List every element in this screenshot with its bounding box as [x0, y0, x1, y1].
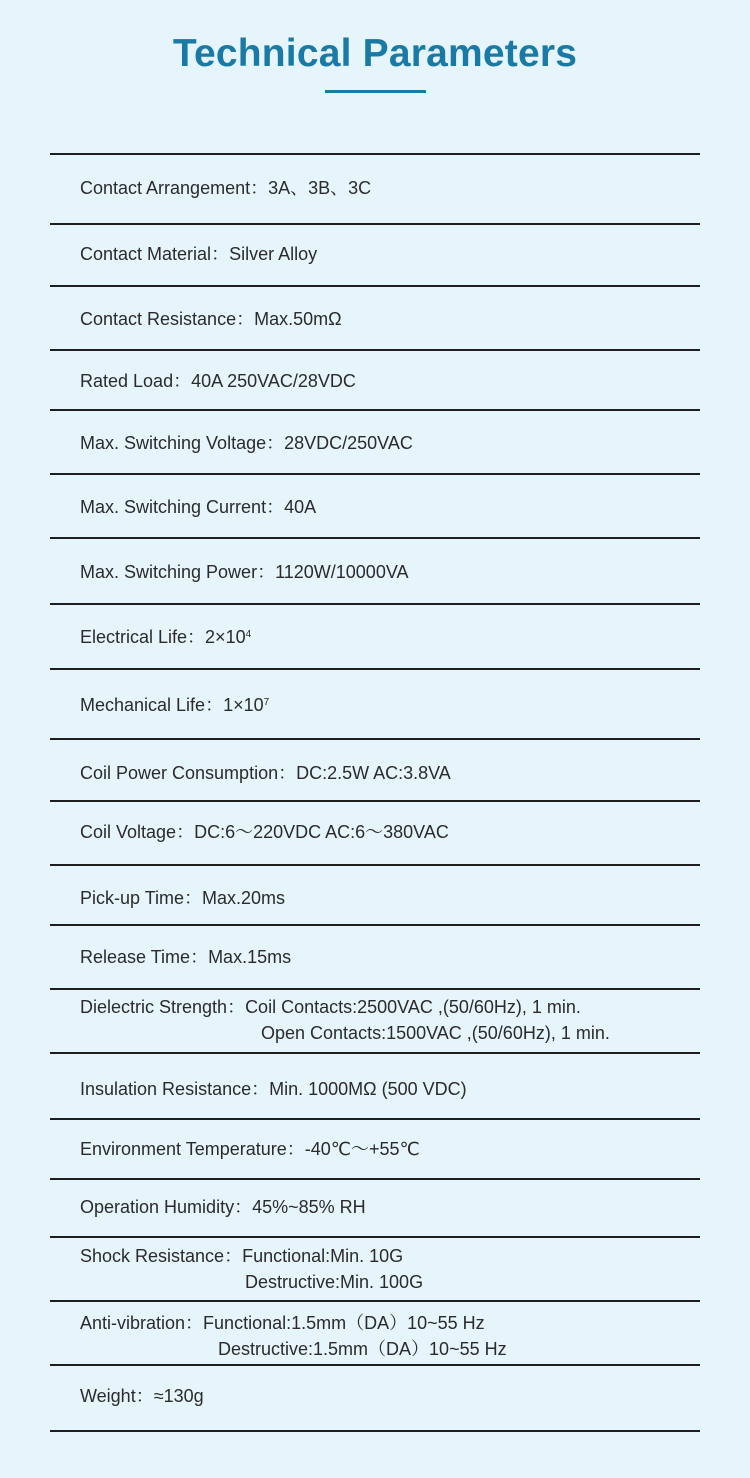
- param-exponent: 7: [263, 697, 270, 708]
- divider: [50, 1118, 700, 1120]
- param-separator: ：: [227, 997, 246, 1017]
- param-label: Coil Voltage: [80, 822, 177, 842]
- param-label: Environment Temperature: [80, 1139, 287, 1159]
- divider: [50, 223, 700, 225]
- divider: [50, 1364, 700, 1366]
- param-row-dielectric-strength: [80, 994, 581, 1020]
- param-label: Max. Switching Voltage: [80, 433, 267, 453]
- param-value: -40℃～+55℃: [304, 1139, 420, 1159]
- divider: [50, 285, 700, 287]
- divider: [50, 473, 700, 475]
- param-label: Max. Switching Power: [80, 562, 258, 582]
- param-value: DC:2.5W AC:3.8VA: [296, 763, 451, 783]
- param-row-environment-temperature: [80, 1136, 420, 1162]
- param-label: Operation Humidity: [80, 1197, 235, 1217]
- param-row-weight: [80, 1383, 204, 1409]
- title-underline: [325, 90, 426, 93]
- param-row-release-time: [80, 944, 291, 970]
- divider: [50, 924, 700, 926]
- param-separator: ：: [187, 627, 206, 647]
- param-value: ≈130g: [153, 1386, 204, 1406]
- param-separator: ：: [190, 947, 209, 967]
- param-separator: ：: [278, 763, 297, 783]
- param-separator: ：: [135, 1386, 154, 1406]
- param-value: Min. 1000MΩ (500 VDC): [269, 1079, 467, 1099]
- param-row-max-switching-current: [80, 494, 316, 520]
- param-row-anti-vibration: [80, 1310, 485, 1336]
- param-row-operation-humidity: [80, 1194, 366, 1220]
- param-row-contact-material: [80, 241, 317, 267]
- param-label: Dielectric Strength: [80, 997, 228, 1017]
- param-label: Weight: [80, 1386, 136, 1406]
- divider: [50, 603, 700, 605]
- param-separator: ：: [211, 244, 230, 264]
- param-row-mechanical-life: [80, 692, 269, 718]
- param-label: Rated Load: [80, 371, 174, 391]
- param-row-contact-arrangement: [80, 175, 371, 201]
- param-exponent: 4: [245, 629, 252, 640]
- param-separator: ：: [286, 1139, 305, 1159]
- param-row-max-switching-voltage: [80, 430, 413, 456]
- param-value-line2: Destructive:1.5mm（DA）10~55 Hz: [218, 1339, 507, 1359]
- divider: [50, 153, 700, 155]
- param-separator: ：: [266, 497, 285, 517]
- divider: [50, 1178, 700, 1180]
- param-value: DC:6～220VDC AC:6～380VAC: [194, 822, 449, 842]
- param-label: Pick-up Time: [80, 888, 185, 908]
- param-separator: ：: [205, 695, 224, 715]
- param-row-coil-power-consumption: [80, 760, 451, 786]
- divider: [50, 537, 700, 539]
- param-label: Release Time: [80, 947, 191, 967]
- param-row-electrical-life: [80, 624, 251, 650]
- param-value-line2: Open Contacts:1500VAC ,(50/60Hz), 1 min.: [261, 1023, 610, 1043]
- param-separator: ：: [257, 562, 276, 582]
- param-separator: ：: [234, 1197, 253, 1217]
- divider: [50, 349, 700, 351]
- param-value: Coil Contacts:2500VAC ,(50/60Hz), 1 min.: [245, 997, 581, 1017]
- param-value: 28VDC/250VAC: [284, 433, 413, 453]
- param-row-shock-resistance: [80, 1243, 403, 1269]
- divider: [50, 668, 700, 670]
- page-title: Technical Parameters: [172, 32, 578, 75]
- param-separator: ：: [224, 1246, 243, 1266]
- divider: [50, 864, 700, 866]
- param-separator: ：: [250, 178, 269, 198]
- param-separator: ：: [176, 822, 195, 842]
- param-row-max-switching-power: [80, 559, 409, 585]
- param-value: Functional:1.5mm（DA）10~55 Hz: [203, 1313, 485, 1333]
- param-label: Mechanical Life: [80, 695, 206, 715]
- param-value: 40A: [284, 497, 317, 517]
- param-label: Max. Switching Current: [80, 497, 267, 517]
- param-label: Coil Power Consumption: [80, 763, 279, 783]
- divider: [50, 1052, 700, 1054]
- divider: [50, 738, 700, 740]
- param-separator: ：: [251, 1079, 270, 1099]
- param-separator: ：: [185, 1313, 204, 1333]
- param-separator: ：: [266, 433, 285, 453]
- param-row-contact-resistance: [80, 306, 342, 332]
- param-separator: ：: [173, 371, 192, 391]
- param-row-coil-voltage: [80, 819, 449, 845]
- param-value: 2×10: [205, 627, 246, 647]
- param-value: 1120W/10000VA: [275, 562, 409, 582]
- param-label: Contact Material: [80, 244, 212, 264]
- param-label: Shock Resistance: [80, 1246, 225, 1266]
- divider: [50, 1430, 700, 1432]
- param-row-insulation-resistance: [80, 1076, 467, 1102]
- divider: [50, 1236, 700, 1238]
- param-label: Contact Resistance: [80, 309, 237, 329]
- divider: [50, 409, 700, 411]
- param-value-line2: Destructive:Min. 100G: [245, 1272, 424, 1292]
- param-row-pick-up-time: [80, 885, 285, 911]
- param-separator: ：: [236, 309, 255, 329]
- param-value: Max.50mΩ: [254, 309, 342, 329]
- param-value: Functional:Min. 10G: [242, 1246, 404, 1266]
- param-value: Max.15ms: [208, 947, 292, 967]
- divider: [50, 988, 700, 990]
- divider: [50, 800, 700, 802]
- param-value: 45%~85% RH: [252, 1197, 366, 1217]
- param-value: 1×10: [223, 695, 264, 715]
- param-value: Silver Alloy: [229, 244, 318, 264]
- param-label: Electrical Life: [80, 627, 188, 647]
- param-label: Anti-vibration: [80, 1313, 186, 1333]
- param-separator: ：: [184, 888, 203, 908]
- param-row-rated-load: [80, 368, 356, 394]
- param-label: Contact Arrangement: [80, 178, 251, 198]
- param-value: Max.20ms: [202, 888, 286, 908]
- param-value: 40A 250VAC/28VDC: [191, 371, 356, 391]
- param-label: Insulation Resistance: [80, 1079, 252, 1099]
- divider: [50, 1300, 700, 1302]
- param-value: 3A、3B、3C: [268, 178, 372, 198]
